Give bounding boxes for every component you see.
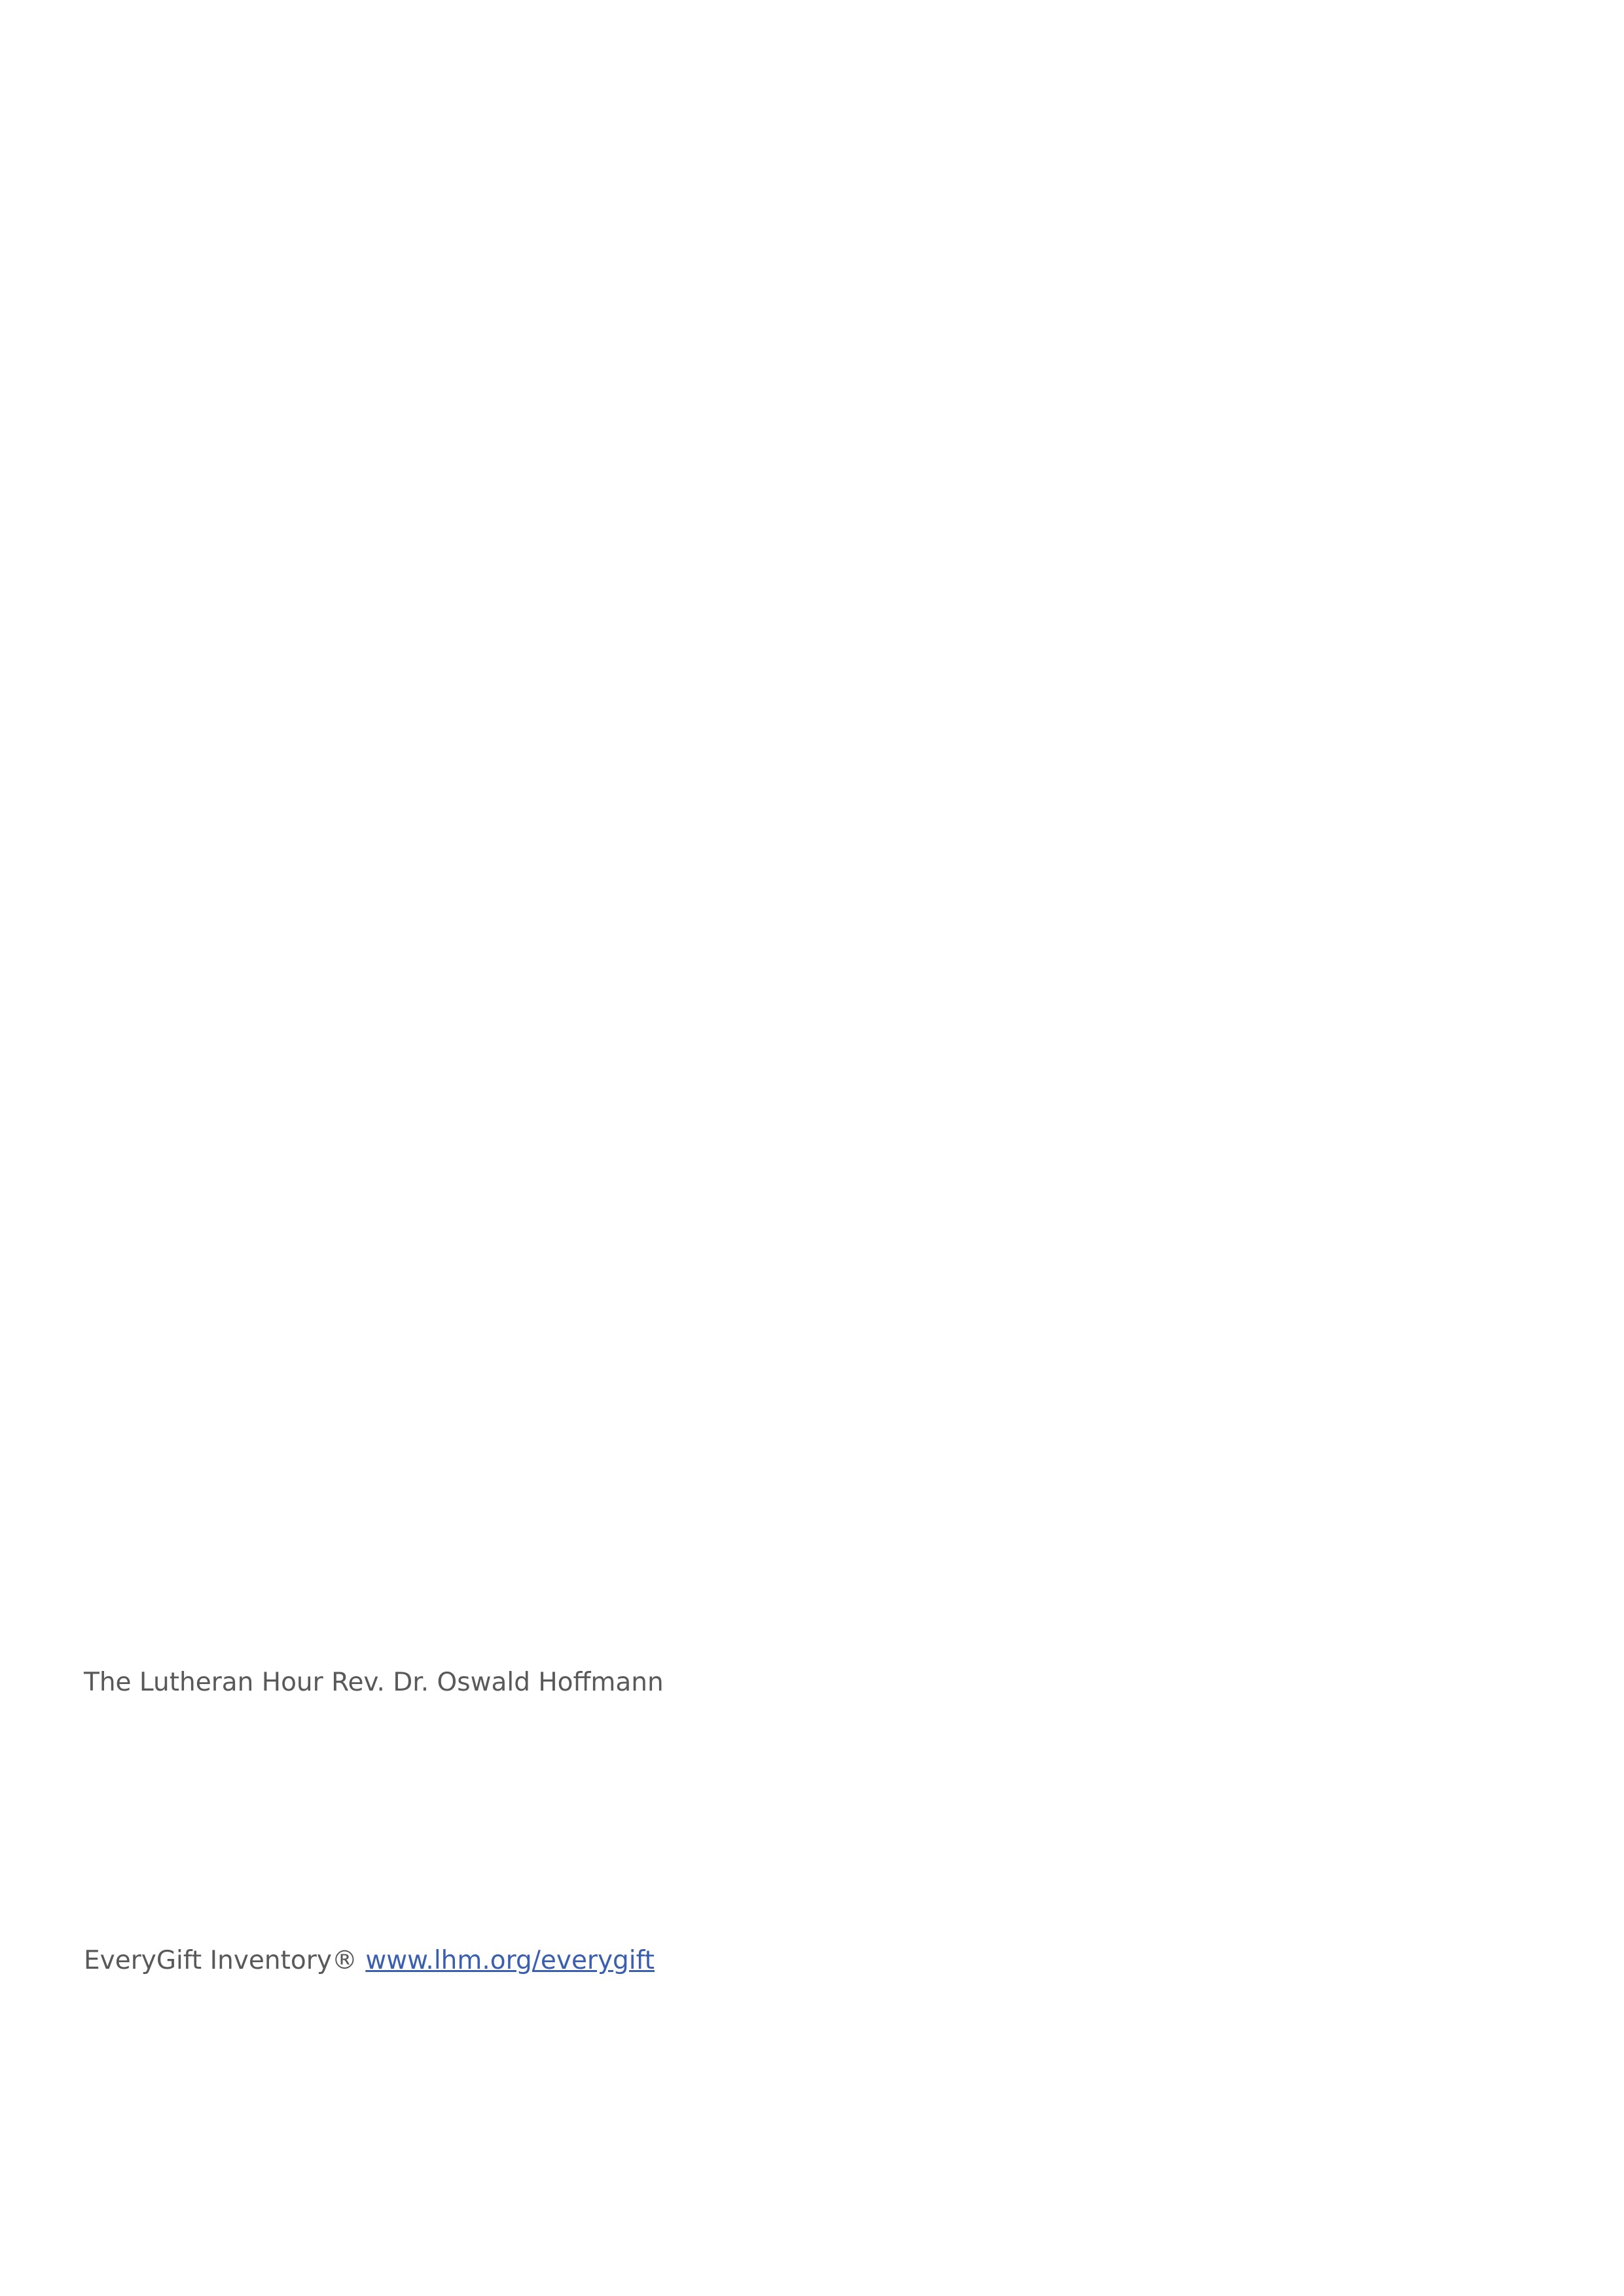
credit-program: The Lutheran Hour (84, 1668, 323, 1697)
question-2 (84, 1889, 1540, 1937)
prayer-section (84, 1563, 1540, 1754)
question-1 (84, 1841, 1540, 1889)
body-paragraph-3 (84, 1094, 1540, 1285)
questions-heading (84, 1793, 1540, 1841)
body-paragraph-2 (84, 855, 1540, 1094)
everygift-link[interactable]: www.lhm.org/everygift (365, 1946, 655, 1975)
scripture-passage (84, 183, 1540, 613)
document-content (84, 56, 1540, 2080)
date-line (84, 103, 1540, 143)
body-paragraph-4 (84, 1285, 1540, 1524)
prayer-paragraph (84, 1563, 1540, 1659)
questions-section (84, 1793, 1540, 2080)
body-paragraph-1 (84, 616, 1540, 855)
question-3 (84, 1937, 1540, 2080)
question-3-product: EveryGift Inventory® (84, 1946, 357, 1975)
document-title (84, 56, 1540, 103)
credit-speaker: Rev. Dr. Oswald Hoffmann (331, 1668, 664, 1697)
credit-line (84, 1659, 1540, 1754)
